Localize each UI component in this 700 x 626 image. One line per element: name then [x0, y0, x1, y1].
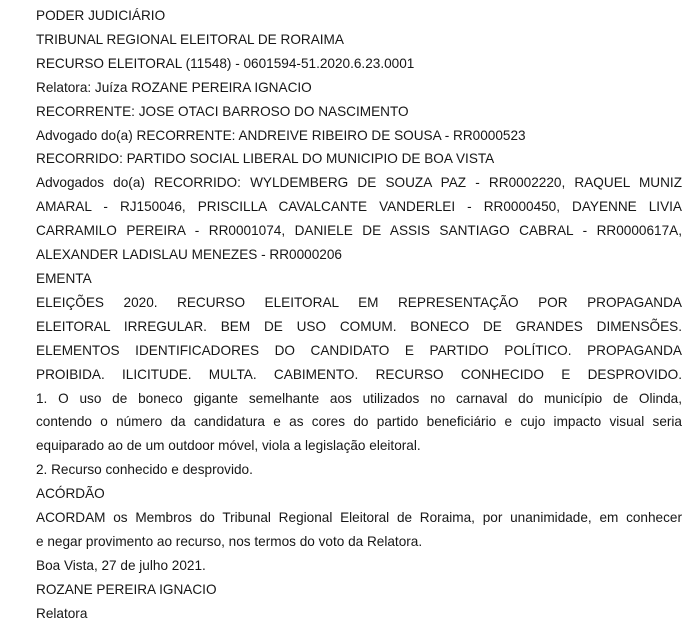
appellant-lawyer: Advogado do(a) RECORRENTE: ANDREIVE RIBEIRO DE SOUSA - RR0000523	[36, 127, 526, 143]
tribunal-name: TRIBUNAL REGIONAL ELEITORAL DE RORAIMA	[36, 31, 344, 47]
ementa-item-2: 2. Recurso conhecido e desprovido.	[36, 462, 253, 478]
ementa-summary-line: ELEIÇÕES 2020. RECURSO ELEITORAL EM REPRESENTAÇÃO POR PROPAGANDA	[36, 294, 682, 310]
appellee-lawyers-line: ALEXANDER LADISLAU MENEZES - RR0000206	[36, 247, 342, 263]
ementa-item-1-line: equiparado ao de um outdoor móvel, viola a legislação eleitoral.	[36, 438, 421, 454]
appellant: RECORRENTE: JOSE OTACI BARROSO DO NASCIMENTO	[36, 103, 409, 119]
signer-role: Relatora	[36, 605, 88, 621]
document-body	[36, 4, 682, 626]
ementa-summary-line: PROIBIDA. ILICITUDE. MULTA. CABIMENTO. RECURSO CONHECIDO E DESPROVIDO.	[36, 366, 682, 382]
appellee-lawyers-line: Advogados do(a) RECORRIDO: WYLDEMBERG DE SOUZA PAZ - RR0002220, RAQUEL MUNIZ	[36, 175, 682, 191]
acordao-text-line: ACORDAM os Membros do Tribunal Regional Eleitoral de Roraima, por unanimidade, em conhecer	[36, 510, 682, 526]
appellee-lawyers-line: AMARAL - RJ150046, PRISCILLA CAVALCANTE VANDERLEI - RR0000450, DAYENNE LIVIA	[36, 199, 682, 215]
ementa-item-1-line: 1. O uso de boneco gigante semelhante aos utilizados no carnaval do município de Olinda,	[36, 390, 682, 406]
rapporteur: Relatora: Juíza ROZANE PEREIRA IGNACIO	[36, 79, 312, 95]
case-number: RECURSO ELEITORAL (11548) - 0601594-51.2020.6.23.0001	[36, 55, 415, 71]
appellee: RECORRIDO: PARTIDO SOCIAL LIBERAL DO MUNICIPIO DE BOA VISTA	[36, 151, 495, 167]
ementa-heading: EMENTA	[36, 270, 92, 286]
place-date: Boa Vista, 27 de julho 2021.	[36, 557, 206, 573]
ementa-summary-line: ELEITORAL IRREGULAR. BEM DE USO COMUM. BONECO DE GRANDES DIMENSÕES.	[36, 318, 682, 334]
ementa-item-1-line: contendo o número da candidatura e as cores do partido beneficiário e cujo impacto visual seria	[36, 414, 682, 430]
signer-name: ROZANE PEREIRA IGNACIO	[36, 581, 217, 597]
court-name: PODER JUDICIÁRIO	[36, 8, 166, 23]
acordao-text-line: e negar provimento ao recurso, nos termos do voto da Relatora.	[36, 533, 423, 549]
ementa-summary-line: ELEMENTOS IDENTIFICADORES DO CANDIDATO E PARTIDO POLÍTICO. PROPAGANDA	[36, 342, 682, 358]
appellee-lawyers-line: CARRAMILO PEREIRA - RR0001074, DANIELE DE ASSIS SANTIAGO CABRAL - RR0000617A,	[36, 223, 682, 239]
acordao-heading: ACÓRDÃO	[36, 486, 105, 502]
